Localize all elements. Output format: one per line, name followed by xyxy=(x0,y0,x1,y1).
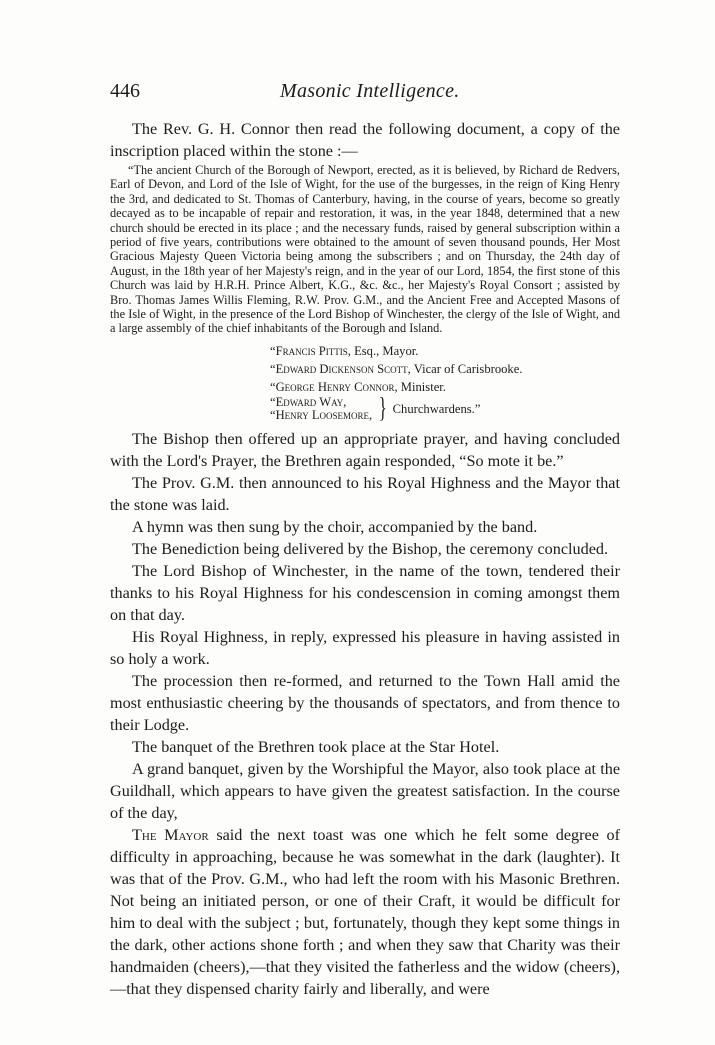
paragraph-mayor-toast xyxy=(110,824,620,1000)
paragraph-banquet-mayor: A grand banquet, given by the Worshipful the Mayor, also took place at the Guildhall, which appears to have given the greatest satisfaction. In the course of the day, xyxy=(110,759,620,822)
signatory-name: “Edward Dickenson Scott, xyxy=(270,361,411,376)
paragraph-prayer: The Bishop then offered up an appropriate prayer, and having concluded with the Lord's Prayer, the Brethren again responded, “So mote it be.” xyxy=(110,429,620,470)
signatory-churchwardens xyxy=(270,392,620,424)
signatories-block xyxy=(270,342,620,422)
churchwarden-name: “Edward Way, xyxy=(270,394,347,409)
paragraph-banquet-brethren: The banquet of the Brethren took place at the Star Hotel. xyxy=(132,737,500,756)
signatory-title: Esq., Mayor. xyxy=(354,343,419,358)
page-number: 446 xyxy=(110,80,140,102)
signatory-vicar xyxy=(270,360,620,378)
churchwarden-names xyxy=(270,396,372,422)
signatory-mayor xyxy=(270,342,620,360)
paragraph-reply: His Royal Highness, in reply, expressed his pleasure in having assisted in so holy a work. xyxy=(110,627,620,668)
paragraph-hymn: A hymn was then sung by the choir, accompanied by the band. xyxy=(132,517,538,536)
running-title: Masonic Intelligence. xyxy=(280,80,460,102)
speaker-name: The Mayor xyxy=(132,825,209,844)
speech-text: said the next toast was one which he felt some degree of difficulty in approaching, because he was somewhat in the dark (laughter). It was that of the Prov. G.M., who had left the room with his Masonic Brethren. Not being an initiated person, or one of their Craft, it would be difficult for him to deal with the subject ; but, fortunately, though they kept some things in the dark, other actions shone forth ; and when they saw that Charity was their handmaiden (cheers),—that they visited the fatherless and the widow (cheers),—that they dispensed charity fairly and liberally, and were xyxy=(110,825,621,998)
inscription-quote: “The ancient Church of the Borough of Newport, erected, as it is believed, by Richard de Redvers, Earl of Devon, and Lord of the Isle of Wight, for the use of the burgesses, in the reign of King Henry the 3rd, and dedicated to St. Thomas of Canterbury, having, in the course of years, become so greatly decayed as to be incapable of repair and restoration, it was, in the year 1848, determined that a new church should be erected in its place ; and the necessary funds, raised by general subscription within a period of five years, contributions were obtained to the amount of seven thousand pounds, Her Most Gracious Majesty Queen Victoria being among the subscribers ; and on Thursday, the 24th day of August, in the 18th year of her Majesty's reign, and in the year of our Lord, 1854, the first stone of this Church was laid by H.R.H. Prince Albert, K.G., &c. &c., her Majesty's Royal Consort ; assisted by Bro. Thomas James Willis Fleming, R.W. Prov. G.M., and the Ancient Free and Accepted Masons of the Isle of Wight, in the presence of the Lord Bishop of Winchester, the clergy of the Isle of Wight, and a large assembly of the chief inhabitants of the Borough and Island. xyxy=(110,163,620,336)
signatory-name: “George Henry Connor, xyxy=(270,379,398,394)
signatory-title: Minister. xyxy=(400,379,446,394)
paragraph-procession: The procession then re-formed, and returned to the Town Hall amid the most enthusiastic cheering by the thousands of spectators, and from thence to their Lodge. xyxy=(110,671,620,734)
page-body xyxy=(110,118,620,1000)
churchwarden-name: “Henry Loosemore, xyxy=(270,407,373,422)
signatory-minister xyxy=(270,378,620,396)
signatory-name: “Francis Pittis, xyxy=(270,343,351,358)
page-header xyxy=(110,80,620,108)
intro-paragraph: The Rev. G. H. Connor then read the following document, a copy of the inscription placed within the stone :— xyxy=(110,120,620,160)
paragraph-thanks: The Lord Bishop of Winchester, in the name of the town, tendered their thanks to his Royal Highness for his condescension in coming amongst them on that day. xyxy=(110,561,620,624)
churchwardens-title: Churchwardens.” xyxy=(392,401,481,416)
signatory-title: Vicar of Carisbrooke. xyxy=(413,361,523,376)
paragraph-stone-laid: The Prov. G.M. then announced to his Royal Highness and the Mayor that the stone was laid. xyxy=(110,473,620,514)
paragraph-benediction: The Benediction being delivered by the Bishop, the ceremony concluded. xyxy=(132,539,609,558)
brace-glyph: } xyxy=(378,392,387,424)
